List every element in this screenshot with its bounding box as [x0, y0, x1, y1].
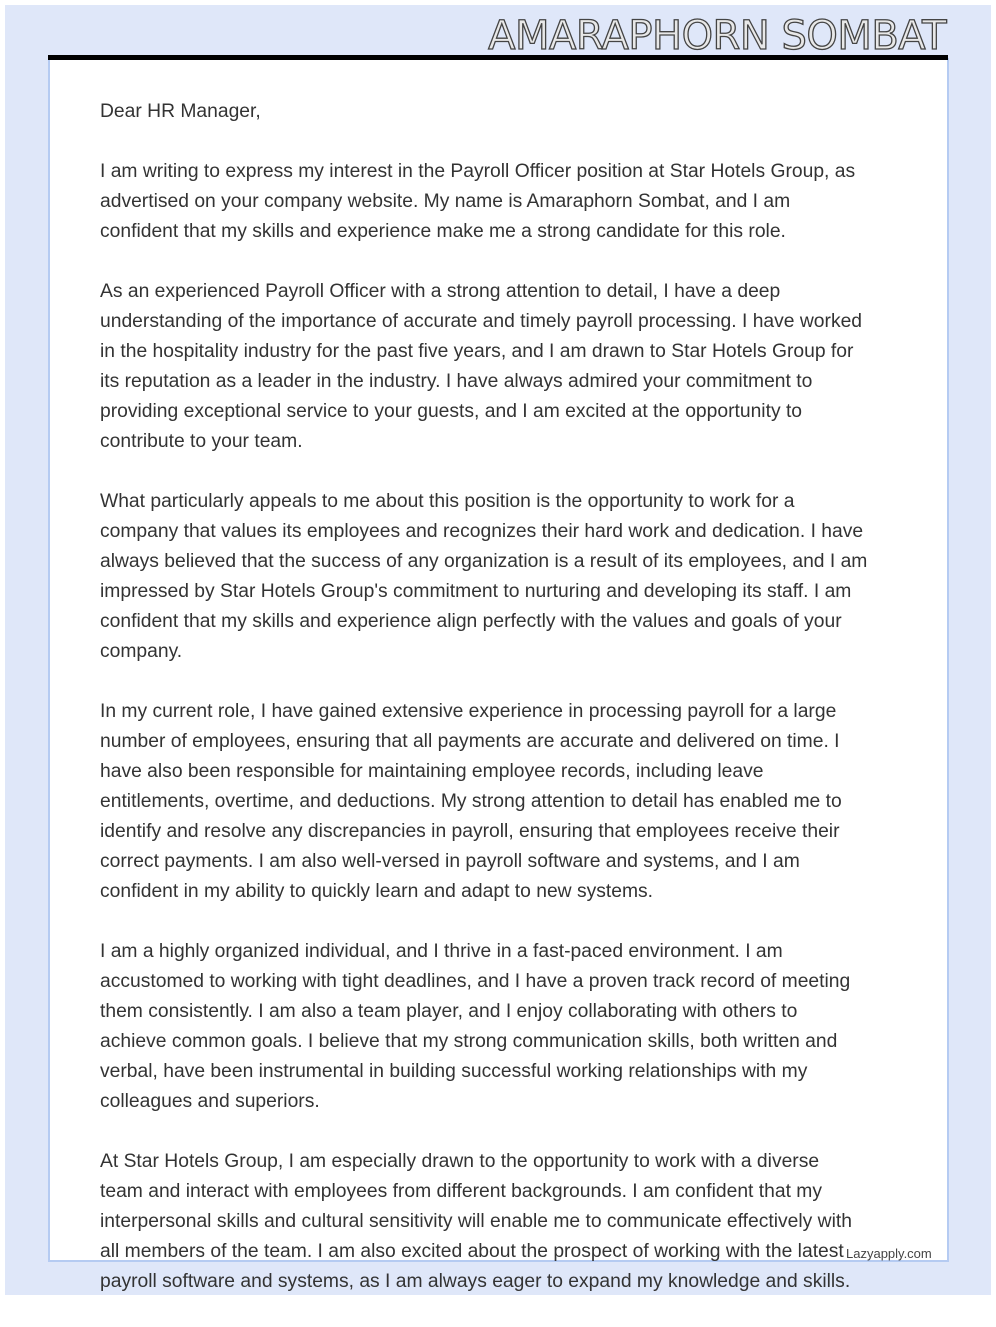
- paragraph: [100, 487, 867, 667]
- text-line: correct payments. I am also well-versed in payroll software and systems, and I am: [100, 851, 800, 872]
- text-line: At Star Hotels Group, I am especially drawn to the opportunity to work with a diverse: [100, 1151, 820, 1172]
- text-line: impressed by Star Hotels Group's commitment to nurturing and developing its staff. I am: [100, 581, 852, 602]
- text-line: interpersonal skills and cultural sensitivity will enable me to communicate effectively with: [100, 1211, 852, 1232]
- paragraph: [100, 157, 867, 247]
- applicant-name: AMARAPHORN SOMBAT: [488, 13, 946, 59]
- text-line: confident in my ability to quickly learn and adapt to new systems.: [100, 881, 654, 902]
- text-line: confident that my skills and experience align perfectly with the values and goals of your: [100, 611, 842, 632]
- text-line: all members of the team. I am also excited about the prospect of working with the latest: [100, 1241, 844, 1262]
- text-line: As an experienced Payroll Officer with a strong attention to detail, I have a deep: [100, 281, 781, 302]
- paragraph: [100, 277, 867, 457]
- text-line: advertised on your company website. My name is Amaraphorn Sombat, and I am: [100, 191, 791, 212]
- text-line: its reputation as a leader in the industry. I have always admired your commitment to: [100, 371, 813, 392]
- text-line: contribute to your team.: [100, 431, 303, 452]
- text-line: confident that my skills and experience make me a strong candidate for this role.: [100, 221, 786, 242]
- text-line: team and interact with employees from different backgrounds. I am confident that my: [100, 1181, 822, 1202]
- text-line: them consistently. I am also a team player, and I enjoy collaborating with others to: [100, 1001, 798, 1022]
- letter-body: [100, 97, 867, 1327]
- text-line: What particularly appeals to me about this position is the opportunity to work for a: [100, 491, 795, 512]
- text-line: verbal, have been instrumental in building successful working relationships with my: [100, 1061, 808, 1082]
- text-line: identify and resolve any discrepancies in payroll, ensuring that employees receive their: [100, 821, 840, 842]
- text-line: Dear HR Manager,: [100, 101, 261, 122]
- text-line: number of employees, ensuring that all payments are accurate and delivered on time. I: [100, 731, 840, 752]
- text-line: in the hospitality industry for the past five years, and I am drawn to Star Hotels Group for: [100, 341, 854, 362]
- text-line: company.: [100, 641, 183, 662]
- text-line: I am writing to express my interest in the Payroll Officer position at Star Hotels Group, as: [100, 161, 856, 182]
- text-line: understanding of the importance of accurate and timely payroll processing. I have worked: [100, 311, 863, 332]
- text-line: In my current role, I have gained extensive experience in processing payroll for a large: [100, 701, 837, 722]
- paragraph: [100, 1147, 867, 1297]
- text-line: always believed that the success of any organization is a result of its employees, and I am: [100, 551, 868, 572]
- text-line: have also been responsible for maintaining employee records, including leave: [100, 761, 764, 782]
- salutation: [100, 97, 867, 127]
- paragraph: [100, 937, 867, 1117]
- text-line: colleagues and superiors.: [100, 1091, 320, 1112]
- paragraph: [100, 697, 867, 907]
- text-line: payroll software and systems, as I am always eager to expand my knowledge and skills.: [100, 1271, 851, 1292]
- text-line: accustomed to working with tight deadlines, and I have a proven track record of meeting: [100, 971, 851, 992]
- text-line: I am a highly organized individual, and I thrive in a fast-paced environment. I am: [100, 941, 783, 962]
- text-line: entitlements, overtime, and deductions. My strong attention to detail has enabled me to: [100, 791, 842, 812]
- watermark: Lazyapply.com: [846, 1246, 932, 1261]
- text-line: achieve common goals. I believe that my strong communication skills, both written and: [100, 1031, 838, 1052]
- text-line: providing exceptional service to your guests, and I am excited at the opportunity to: [100, 401, 803, 422]
- text-line: company that values its employees and recognizes their hard work and dedication. I have: [100, 521, 864, 542]
